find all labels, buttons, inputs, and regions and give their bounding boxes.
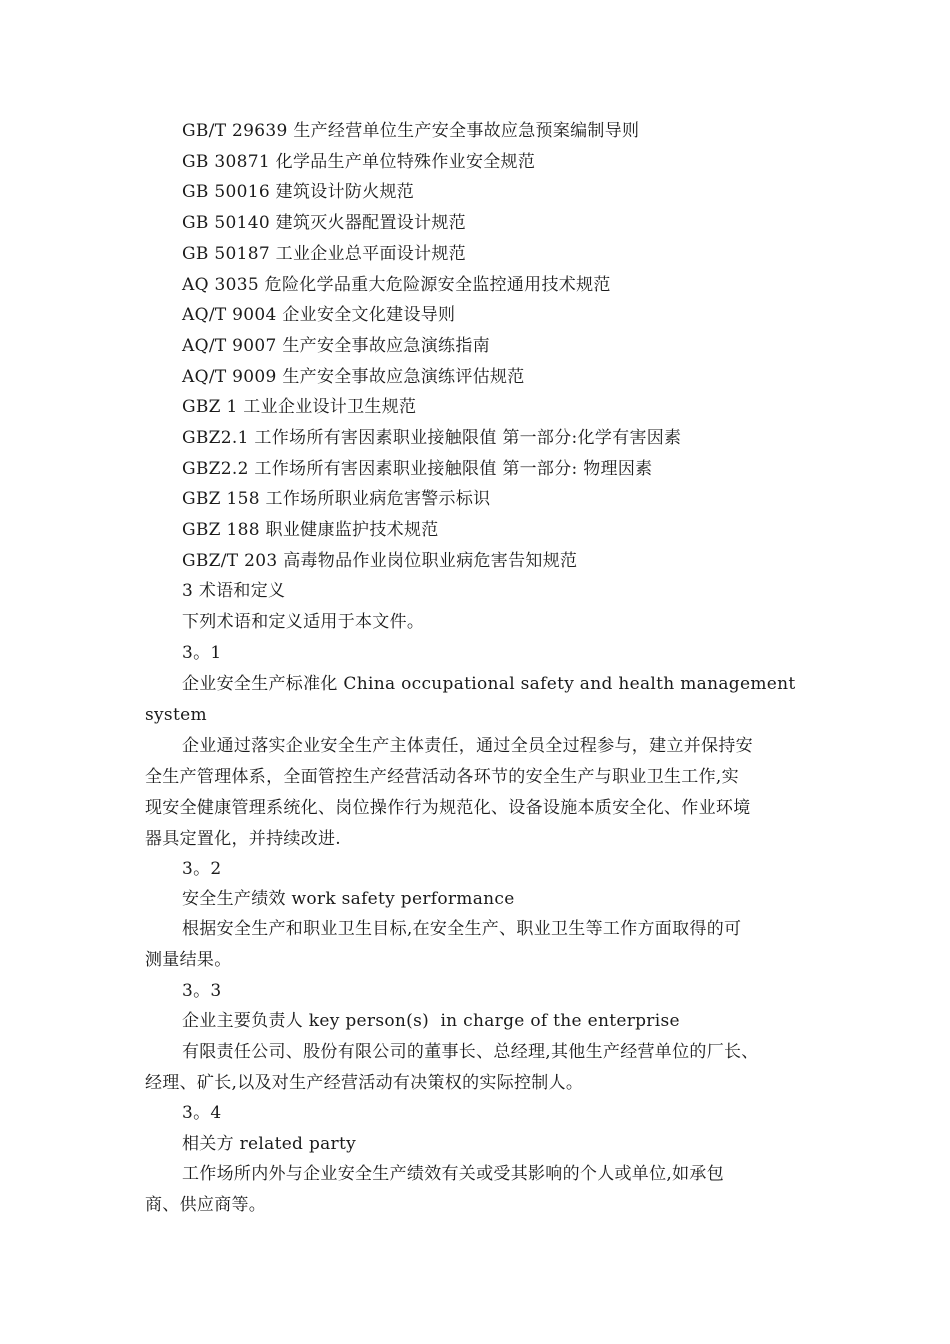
reference-item: GBZ2.1 工作场所有害因素职业接触限值 第一部分:化学有害因素 [182,428,682,448]
reference-item: GB 50016 建筑设计防火规范 [182,182,415,202]
term-definition: 商、供应商等。 [145,1195,267,1215]
reference-item: GBZ/T 203 高毒物品作业岗位职业病危害告知规范 [182,551,578,571]
section-intro: 下列术语和定义适用于本文件。 [182,612,425,632]
reference-item: GBZ 1 工业企业设计卫生规范 [182,397,417,417]
reference-item: GBZ 188 职业健康监护技术规范 [182,520,439,540]
reference-item: GBZ 158 工作场所职业病危害警示标识 [182,489,491,509]
term-title: system [145,705,207,725]
term-definition: 企业通过落实企业安全生产主体责任，通过全员全过程参与，建立并保持安 [182,736,753,756]
reference-item: GBZ2.2 工作场所有害因素职业接触限值 第一部分: 物理因素 [182,459,653,479]
reference-item: GB/T 29639 生产经营单位生产安全事故应急预案编制导则 [182,121,640,141]
term-title: 安全生产绩效 work safety performance [182,889,515,909]
reference-item: GB 50187 工业企业总平面设计规范 [182,244,466,264]
term-number: 3。1 [182,643,222,663]
reference-item: AQ/T 9007 生产安全事故应急演练指南 [182,336,490,356]
reference-item: AQ/T 9009 生产安全事故应急演练评估规范 [182,367,525,387]
reference-item: AQ/T 9004 企业安全文化建设导则 [182,305,456,325]
term-definition: 工作场所内外与企业安全生产绩效有关或受其影响的个人或单位,如承包 [182,1164,725,1184]
term-definition: 根据安全生产和职业卫生目标,在安全生产、职业卫生等工作方面取得的可 [182,919,742,939]
term-definition: 经理、矿长,以及对生产经营活动有决策权的实际控制人。 [145,1073,584,1093]
term-definition: 测量结果。 [145,950,232,970]
term-definition: 全生产管理体系，全面管控生产经营活动各环节的安全生产与职业卫生工作,实 [145,767,739,787]
term-definition: 器具定置化，并持续改进. [145,829,342,849]
term-title: 企业主要负责人 key person(s) in charge of the enterprise [182,1011,680,1031]
section-heading: 3 术语和定义 [182,581,286,601]
term-number: 3。2 [182,859,222,879]
term-number: 3。4 [182,1103,222,1123]
term-definition: 有限责任公司、股份有限公司的董事长、总经理,其他生产经营单位的厂长、 [182,1042,759,1062]
reference-item: GB 30871 化学品生产单位特殊作业安全规范 [182,152,536,172]
reference-item: GB 50140 建筑灭火器配置设计规范 [182,213,466,233]
reference-item: AQ 3035 危险化学品重大危险源安全监控通用技术规范 [182,275,611,295]
term-definition: 现安全健康管理系统化、岗位操作行为规范化、设备设施本质安全化、作业环境 [145,798,751,818]
term-title: 相关方 related party [182,1134,357,1154]
term-title: 企业安全生产标准化 China occupational safety and health management [182,674,796,694]
term-number: 3。3 [182,981,222,1001]
